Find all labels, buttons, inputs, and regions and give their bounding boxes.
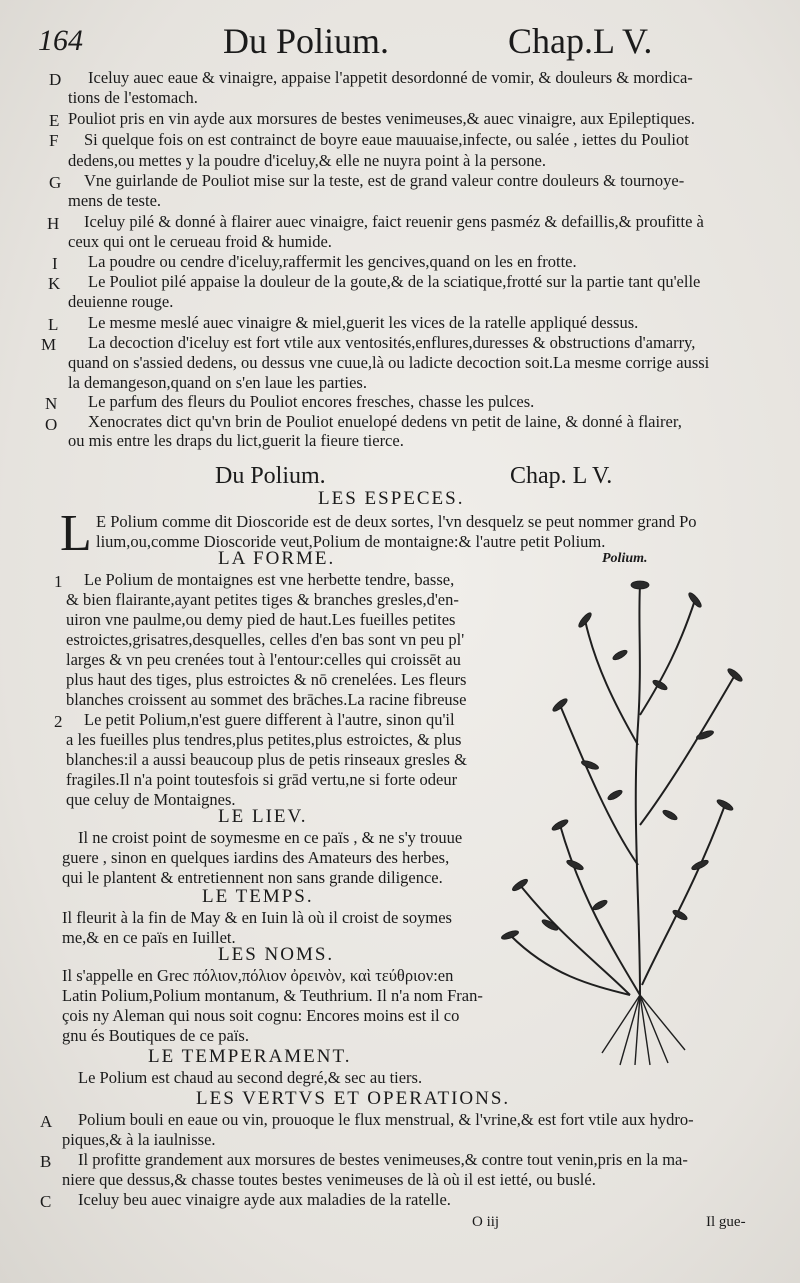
plant-root	[602, 995, 640, 1053]
text-line: blanches croissent au sommet des brāches.La racine fibreuse	[66, 690, 467, 709]
text-line: blanches:il a aussi beaucoup plus de petis rinseaux gresles &	[66, 750, 467, 769]
plant-stem	[642, 805, 725, 985]
text-line: Le Pouliot pilé appaise la douleur de la goute,& de la sciatique,frotté sur la partie tant qu'elle	[88, 272, 701, 291]
text-line: la demangeson,quand on s'en laue les parties.	[68, 373, 367, 392]
plant-leaf	[696, 729, 715, 741]
margin-marker: I	[52, 254, 58, 273]
text-line: La decoction d'iceluy est fort vtile aux ventosités,enflures,duresses & obstructions d'amarry,	[88, 333, 696, 352]
text-line: Si quelque fois on est contrainct de boyre eaue mauuaise,infecte, ou salée , iettes du Pouliot	[84, 130, 689, 149]
text-line: fragiles.Il n'a point toutesfois si grād vertu,ne si forte odeur	[66, 770, 458, 789]
text-line: & bien flairante,ayant petites tiges & branches gresles,d'en-	[66, 590, 459, 609]
plant-leaf	[716, 798, 735, 812]
text-line: estroictes,grisatres,desquelles, celles d'en bas sont vn peu pl'	[66, 630, 465, 649]
text-line: deuienne rouge.	[68, 292, 174, 311]
text-line: Il ne croist point de soymesme en ce païs , & ne s'y trouue	[78, 828, 463, 847]
text-line: Iceluy auec eaue & vinaigre, appaise l'appetit desordonné de vomir, & douleurs & mordica-	[88, 68, 693, 87]
margin-marker: D	[49, 70, 62, 89]
plant-leaf	[592, 898, 609, 911]
heading-temperament: LE TEMPERAMENT.	[148, 1046, 352, 1067]
heading-temps: LE TEMPS.	[202, 886, 314, 907]
plant-stem	[585, 620, 638, 745]
text-line: quand on s'assied dedens, ou dessus vne cuue,là ou ladicte decoction soit.La mesme corrige aussi	[68, 353, 710, 372]
text-line: que celuy de Montaignes.	[66, 790, 236, 809]
drop-cap: L	[60, 505, 92, 562]
text-line: mens de teste.	[68, 191, 162, 210]
polium-plant-illustration	[490, 565, 770, 1070]
plant-leaf	[691, 858, 710, 871]
text-line: Iceluy pilé & donné à flairer auec vinaigre, faict reuenir gens pasméz & defaillis,& proufitte à	[84, 212, 704, 231]
text-line: ou mis entre les draps du lict,guerit la fieure tierce.	[68, 431, 404, 450]
margin-marker: C	[40, 1192, 52, 1211]
text-line: me,& en ce païs en Iuillet.	[62, 928, 236, 947]
text-line: niere que dessus,& chasse toutes bestes venimeuses de là où il est ietté, ou buslé.	[62, 1170, 596, 1189]
margin-marker: N	[45, 394, 58, 413]
heading-forme: LA FORME.	[218, 548, 336, 569]
plant-leaf	[726, 667, 744, 683]
text-line: Xenocrates dict qu'vn brin de Pouliot enuelopé dedens vn petit de laine, & donné à flairer,	[88, 412, 682, 431]
text-line: a les fueilles plus tendres,plus petites,plus estroictes, & plus	[66, 730, 462, 749]
page-title: Du Polium.	[223, 21, 390, 61]
text-line: dedens,ou mettes y la poudre d'iceluy,& elle ne nuyra point à la persone.	[68, 151, 546, 170]
text-line: Polium bouli en eaue ou vin, prouoque le flux menstrual, & l'vrine,& est fort vtile aux hydro-	[78, 1110, 694, 1129]
text-line: guere , sinon en quelques iardins des Amateurs des herbes,	[62, 848, 450, 867]
text-line: piques,& à la iaulnisse.	[62, 1130, 216, 1149]
text-line: çois ny Aleman qui nous soit cognu: Encores moins est il co	[62, 1006, 460, 1025]
plant-main-stem	[636, 585, 640, 995]
text-line: plus haut des tiges, plus estroictes & nō crenelées. Les fleurs	[66, 670, 467, 689]
heading-especes: LES ESPECES.	[318, 488, 465, 509]
text-line: tions de l'estomach.	[68, 88, 198, 107]
text-line: Le petit Polium,n'est guere different à l'autre, sinon qu'il	[84, 710, 455, 729]
text-line: Vne guirlande de Pouliot mise sur la teste, est de grand valeur contre douleurs & tournoye-	[84, 171, 685, 190]
text-line: Le parfum des fleurs du Pouliot encores fresches, chasse les pulces.	[88, 392, 535, 411]
plant-stem	[560, 705, 638, 865]
text-line: Il fleurit à la fin de May & en Iuin là où il croist de soymes	[62, 908, 452, 927]
plant-leaf	[607, 788, 624, 801]
margin-marker: F	[49, 131, 59, 150]
plant-caption: Polium.	[602, 551, 648, 566]
plant-leaf	[551, 818, 570, 832]
margin-marker: H	[47, 214, 60, 233]
plant-leaf	[631, 581, 649, 589]
text-line: larges & vn peu crenées tout à l'entour:celles qui croissēt au	[66, 650, 461, 669]
text-line: Le mesme meslé auec vinaigre & miel,guerit les vices de la ratelle appliqué dessus.	[88, 313, 639, 332]
plant-stem	[640, 600, 695, 715]
text-line: Le Polium est chaud au second degré,& sec au tiers.	[78, 1068, 423, 1087]
margin-marker: G	[49, 173, 62, 192]
plant-leaf	[511, 877, 529, 892]
catchword: Il gue-	[706, 1214, 746, 1230]
text-line: Latin Polium,Polium montanum, & Teuthrium. Il n'a nom Fran-	[62, 986, 483, 1005]
plant-leaf	[581, 759, 600, 771]
plant-leaf	[501, 929, 520, 941]
heading-noms: LES NOMS.	[218, 944, 335, 965]
margin-marker: A	[40, 1112, 53, 1131]
chapter-label: Chap.L V.	[508, 21, 653, 61]
text-line: Le Polium de montaignes est vne herbette tendre, basse,	[84, 570, 455, 589]
text-line: Pouliot pris en vin ayde aux morsures de bestes venimeuses,& auec vinaigre, aux Epileptiques.	[68, 109, 695, 128]
signature-mark: O iij	[472, 1214, 500, 1230]
text-line: E Polium comme dit Dioscoride est de deux sortes, l'vn desquelz se peut nommer grand Po	[96, 512, 697, 531]
plant-leaf	[551, 697, 569, 713]
plant-leaf	[662, 808, 679, 821]
section-chapter: Chap. L V.	[510, 463, 613, 489]
heading-vertus: LES VERTVS ET OPERATIONS.	[196, 1088, 511, 1109]
margin-marker: M	[41, 335, 57, 354]
page-number: 164	[38, 24, 83, 57]
text-line: La poudre ou cendre d'iceluy,raffermit les gencives,quand on les en frotte.	[88, 252, 577, 271]
item-number: 2	[54, 712, 63, 731]
text-line: lium,ou,comme Dioscoride veut,Polium de montaigne:& l'autre petit Polium.	[96, 532, 606, 551]
margin-marker: K	[48, 274, 61, 293]
plant-leaf	[612, 648, 629, 661]
text-line: ceux qui ont le cerueau froid & humide.	[68, 232, 332, 251]
margin-marker: B	[40, 1152, 52, 1171]
plant-leaf	[577, 611, 593, 629]
text-line: uiron vne paulme,ou demy pied de haut.Les fueilles petites	[66, 610, 456, 629]
heading-lieu: LE LIEV.	[218, 806, 308, 827]
text-line: Il s'appelle en Grec πόλιον,πόλιον ὀρεινὸν, καὶ τεύθριον:en	[62, 966, 454, 985]
margin-marker: L	[48, 315, 59, 334]
text-line: Iceluy beu auec vinaigre ayde aux maladies de la ratelle.	[78, 1190, 451, 1209]
text-line: qui le plantent & entretiennent non sans grande diligence.	[62, 868, 443, 887]
plant-stem	[510, 935, 630, 995]
section-title: Du Polium.	[215, 463, 326, 489]
margin-marker: E	[49, 111, 60, 130]
plant-leaf	[687, 591, 703, 609]
text-line: gnu és Boutiques de ce païs.	[62, 1026, 249, 1045]
text-line: Il profitte grandement aux morsures de bestes venimeuses,& contre tout venin,pris en la ma-	[78, 1150, 688, 1169]
item-number: 1	[54, 572, 63, 591]
margin-marker: O	[45, 415, 58, 434]
page-header	[38, 14, 778, 64]
